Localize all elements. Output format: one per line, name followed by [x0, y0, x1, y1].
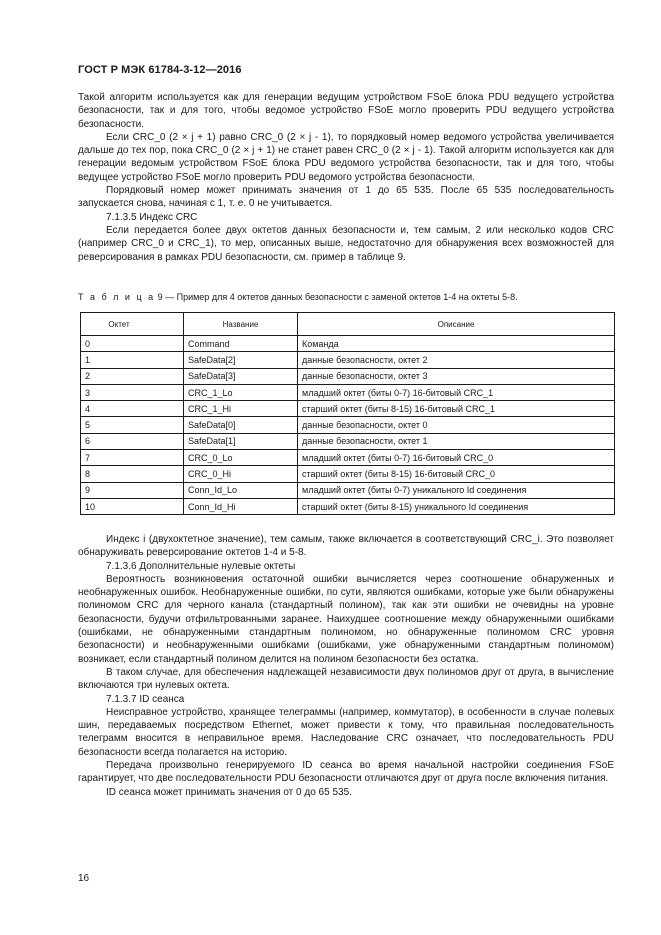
- table-header-row: [81, 313, 615, 336]
- table-caption: [78, 292, 518, 302]
- name-cell: Conn_Id_Hi: [184, 498, 298, 514]
- description-cell: старший октет (биты 8-15) уникального Id соединения: [298, 498, 615, 514]
- section-heading: 7.1.3.6 Дополнительные нулевые октеты: [106, 560, 296, 572]
- page-number: 16: [78, 873, 90, 884]
- column-header-octet: Октет: [81, 313, 184, 336]
- name-cell: CRC_1_Lo: [184, 384, 298, 400]
- name-cell: CRC_1_Hi: [184, 401, 298, 417]
- paragraph: Передача произвольно генерируемого ID сеанса во время начальной настройки соединения FSoE гарантирует, что две последовательности PDU безопасности отличаются друг от друга после включения питания.: [78, 760, 614, 785]
- paragraph: Если передается более двух октетов данных безопасности и, тем самым, 2 или несколько кодов CRC (например CRC_0 и CRC_1), то мер, описанных выше, недостаточно для обнаружения всех возможностей для реверсирования в рамках PDU безопасности, см. пример в таблице 9.: [78, 224, 614, 263]
- table-row: [81, 433, 615, 449]
- octet-cell: 8: [81, 466, 184, 482]
- table-row: [81, 336, 615, 352]
- octet-cell: 6: [81, 433, 184, 449]
- column-header-description: Описание: [298, 313, 615, 336]
- table-row: [81, 482, 615, 498]
- description-cell: данные безопасности, октет 0: [298, 417, 615, 433]
- description-cell: данные безопасности, октет 1: [298, 433, 615, 449]
- octet-cell: 7: [81, 450, 184, 466]
- name-cell: Command: [184, 336, 298, 352]
- table-row: [81, 384, 615, 400]
- description-cell: младший октет (биты 0-7) 16-битовый CRC_0: [298, 450, 615, 466]
- octet-cell: 2: [81, 368, 184, 384]
- table-row: [81, 368, 615, 384]
- paragraph: В таком случае, для обеспечения надлежащей независимости двух полиномов друг от друга, в вычисление включаются три нулевых октета.: [78, 666, 614, 692]
- table-row: [81, 417, 615, 433]
- table-row: [81, 498, 615, 514]
- paragraph: Вероятность возникновения остаточной ошибки вычисляется через соотношение обнаруженных и необнаруженных ошибок. Необнаруженные ошибки, по сути, являются ошибками, которые уже были обнаружены полиномом CRC для черного канала (стандартный полином), так как эти ошибки не очевидны на уровне безопасности, будучи отфильтрованными заранее. Наихудшее соотношение между обнаруженными ошибками (ошибками, не обнаруженными стандартным полиномом, но обнаруженные полиномом CRC уровня безопасности) и необнаруженными ошибками (ошибками, уже обнаруженными стандартным полиномом) возникает, если стандартный полином делится на полином безопасности без остатка.: [78, 573, 614, 665]
- description-cell: данные безопасности, октет 2: [298, 352, 615, 368]
- section-heading: 7.1.3.5 Индекс CRC: [106, 211, 198, 223]
- paragraph: Если CRC_0 (2 × j + 1) равно CRC_0 (2 × j - 1), то порядковый номер ведомого устройства увеличивается дальше до тех пор, пока CRC_0 (2 × j + 1) не станет равен CRC_0 (2 × j - 1). Такой алгоритм используется как для генерации ведомым устройством FSoE блока PDU ведомого устройства безопасности, так и для того, чтобы ведущее устройство FSoE могло проверить PDU ведомого устройства безопасности.: [78, 131, 614, 183]
- name-cell: Conn_Id_Lo: [184, 482, 298, 498]
- octet-cell: 10: [81, 498, 184, 514]
- description-cell: младший октет (биты 0-7) 16-битовый CRC_1: [298, 384, 615, 400]
- octet-cell: 9: [81, 482, 184, 498]
- paragraph: Такой алгоритм используется как для генерации ведущим устройством FSoE блока PDU ведущего устройства безопасности, так и для того, чтобы ведомое устройство FSoE могло проверить PDU ведущего устройства безопасности.: [78, 92, 614, 130]
- octet-cell: 4: [81, 401, 184, 417]
- name-cell: CRC_0_Lo: [184, 450, 298, 466]
- paragraph: ID сеанса может принимать значения от 0 до 65 535.: [106, 786, 352, 798]
- table-caption-label: Т а б л и ц а: [78, 292, 156, 302]
- description-cell: старший октет (биты 8-15) 16-битовый CRC_0: [298, 466, 615, 482]
- paragraph: Порядковый номер может принимать значения от 1 до 65 535. После 65 535 последовательность запускается снова, начиная с 1, т. е. 0 не учитывается.: [78, 185, 614, 210]
- paragraph: Неисправное устройство, хранящее телеграммы (например, коммутатор), в особенности в случае полевых шин, передаваемых посредством Ethernet, может привести к тому, что правильная последовательность телеграмм вносится в неправильное время. Наследование CRC означает, что последовательность PDU безопасности всегда полагается на историю.: [78, 706, 614, 758]
- name-cell: SafeData[0]: [184, 417, 298, 433]
- name-cell: CRC_0_Hi: [184, 466, 298, 482]
- octet-cell: 3: [81, 384, 184, 400]
- table-row: [81, 450, 615, 466]
- text-block-bottom: [78, 533, 614, 799]
- table-9: [80, 312, 615, 515]
- table-row: [81, 352, 615, 368]
- description-cell: старший октет (биты 8-15) 16-битовый CRC_1: [298, 401, 615, 417]
- table-row: [81, 401, 615, 417]
- name-cell: SafeData[2]: [184, 352, 298, 368]
- table-row: [81, 466, 615, 482]
- text-block-top: [78, 91, 614, 264]
- octet-cell: 1: [81, 352, 184, 368]
- octet-cell: 5: [81, 417, 184, 433]
- document-header: ГОСТ Р МЭК 61784-3-12—2016: [78, 64, 242, 76]
- description-cell: Команда: [298, 336, 615, 352]
- description-cell: младший октет (биты 0-7) уникального Id соединения: [298, 482, 615, 498]
- paragraph: Индекс i (двухоктетное значение), тем самым, также включается в соответствующий CRC_i. Это позволяет обнаруживать реверсирование октетов 1-4 и 5-8.: [78, 534, 614, 559]
- section-heading: 7.1.3.7 ID сеанса: [106, 693, 185, 705]
- column-header-name: Название: [184, 313, 298, 336]
- name-cell: SafeData[3]: [184, 368, 298, 384]
- octet-cell: 0: [81, 336, 184, 352]
- description-cell: данные безопасности, октет 3: [298, 368, 615, 384]
- name-cell: SafeData[1]: [184, 433, 298, 449]
- table-caption-text: 9 — Пример для 4 октетов данных безопасности с заменой октетов 1-4 на октеты 5-8.: [155, 292, 518, 302]
